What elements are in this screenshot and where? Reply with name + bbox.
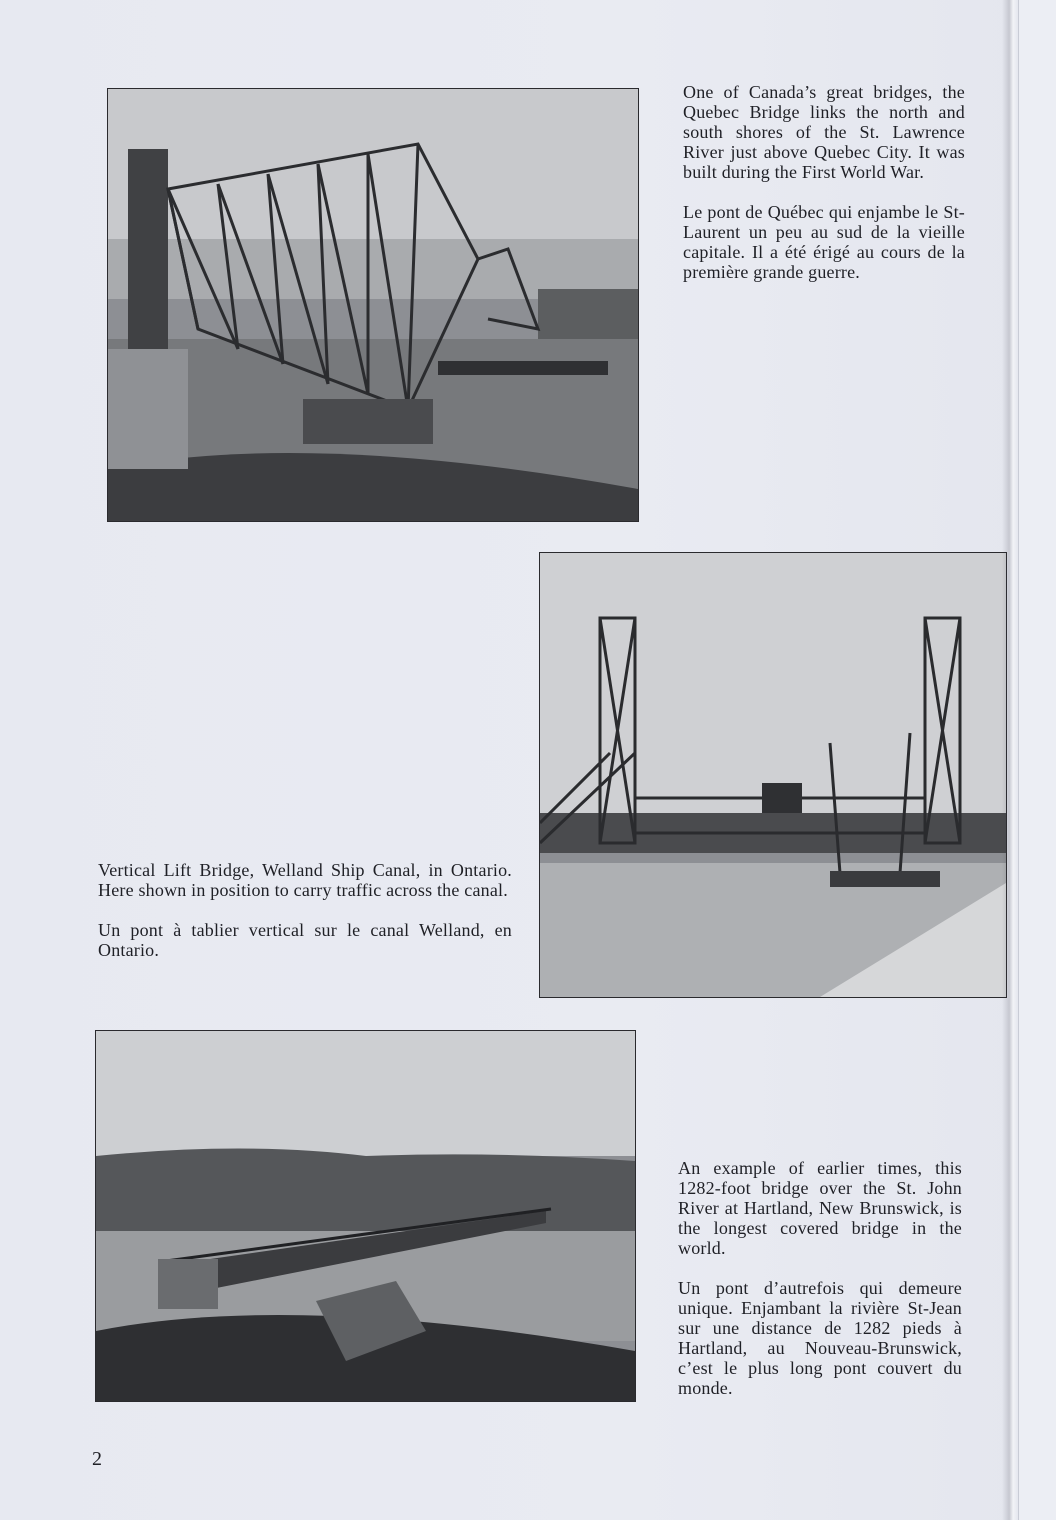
hartland-covered-bridge-photo xyxy=(95,1030,636,1402)
welland-lift-bridge-photo xyxy=(539,552,1007,998)
quebec-bridge-caption xyxy=(683,82,965,302)
facing-page-edge xyxy=(1018,0,1056,1520)
welland-bridge-caption xyxy=(98,860,512,980)
hartland-caption-fr: Un pont d’autrefois qui demeure unique. Enjambant la rivière St-Jean sur une distance de 1282 pieds à Hartland, au Nouveau-Brunswick, c’est le plus long pont couvert du monde. xyxy=(678,1278,962,1398)
page-fold xyxy=(1002,0,1018,1520)
hartland-caption-en: An example of earlier times, this 1282-foot bridge over the St. John River at Hartland, New Brunswick, is the longest covered bridge in the world. xyxy=(678,1158,962,1258)
welland-caption-fr: Un pont à tablier vertical sur le canal Welland, en Ontario. xyxy=(98,920,512,960)
page-number: 2 xyxy=(92,1448,102,1470)
quebec-bridge-photo xyxy=(107,88,639,522)
welland-caption-en: Vertical Lift Bridge, Welland Ship Canal, in Ontario. Here shown in position to carry traffic across the canal. xyxy=(98,860,512,900)
hartland-bridge-caption xyxy=(678,1158,962,1418)
quebec-caption-en: One of Canada’s great bridges, the Quebec Bridge links the north and south shores of the St. Lawrence River just above Quebec City. It was built during the First World War. xyxy=(683,82,965,182)
quebec-caption-fr: Le pont de Québec qui enjambe le St-Laurent un peu au sud de la vieille capitale. Il a été érigé au cours de la première grande guerre. xyxy=(683,202,965,282)
